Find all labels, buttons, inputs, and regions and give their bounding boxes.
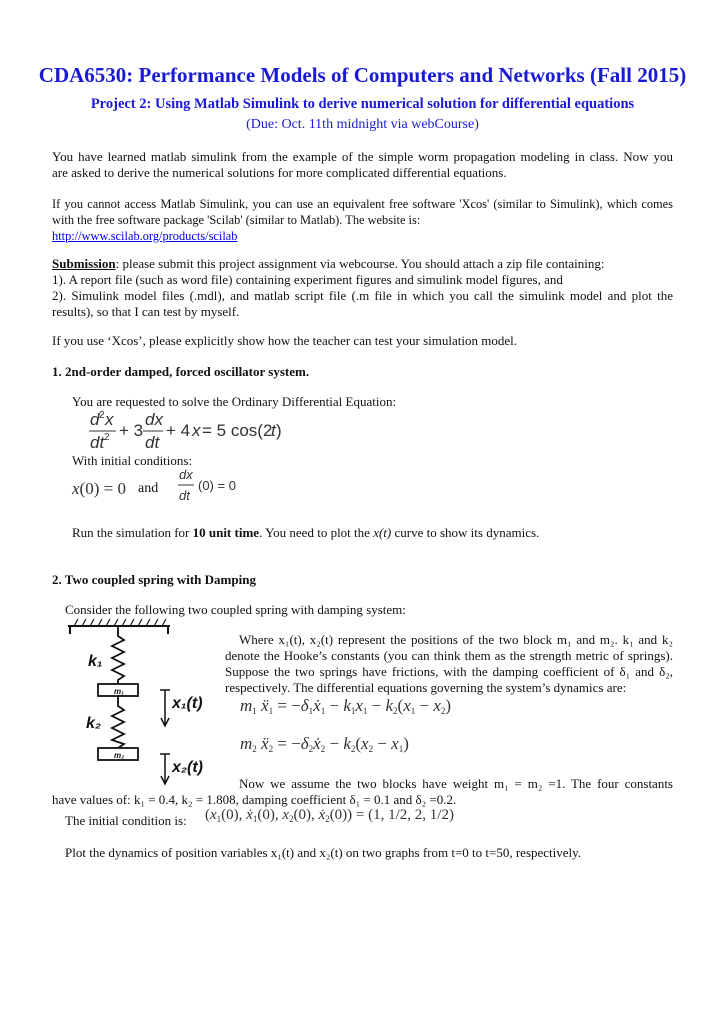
- assume-line-2: have values of: k₁ = 0.4, k₂ = 1.808, damping coefficient δ₁ = 0.1 and δ₂ =0.2.: [52, 792, 457, 807]
- block-m2-label: m₂: [114, 751, 125, 760]
- submission-line-2: 1). A report file (such as word file) containing experiment figures and simulink model figures, and: [52, 272, 563, 287]
- spring-diagram: [58, 618, 238, 795]
- x2-arrow: [160, 754, 170, 784]
- svg-text:2: 2: [99, 410, 105, 421]
- ode-equation: [86, 408, 296, 459]
- ceiling: [68, 626, 170, 634]
- k1-label: k₁: [88, 653, 103, 670]
- x2-label: x₂(t): [172, 759, 203, 776]
- svg-text:+ 4: + 4: [166, 421, 191, 440]
- svg-text:x: x: [192, 421, 201, 440]
- diff-equation-1: $m_1$ ẍ$_1$ = $-\delta_1ẋ_1 - k_1x_1 - k_2(x_1 - x_2)$: [240, 696, 452, 716]
- plot-instruction: Plot the dynamics of position variables x₁(t) and x₂(t) on two graphs from t=0 to t=50, respectively.: [65, 845, 582, 860]
- x1-arrow: [160, 690, 170, 726]
- svg-text:dx: dx: [145, 410, 163, 429]
- where-line-1: Where x₁(t), x₂(t) represent the positions of the two block m₁ and m₂. k₁ and k₂: [239, 632, 673, 647]
- x1-label: x₁(t): [172, 695, 203, 712]
- run-text-b: . You need to plot the: [259, 525, 374, 540]
- initial-condition-vector: ($x_1(0)$, ẋ$_1$(0), $x_2(0)$, ẋ$_2$(0)) = (1, 1/2, 2, 1/2): [205, 807, 454, 824]
- run-text-a: Run the simulation for: [72, 525, 193, 540]
- svg-text:= 5 cos(2: = 5 cos(2: [202, 421, 273, 440]
- init-condition-x: x(0) = 0: [72, 479, 126, 498]
- spring-1: [112, 626, 124, 684]
- svg-text:dt: dt: [179, 488, 190, 503]
- submission-line-3: 2). Simulink model files (.mdl), and matlab script file (.m file in which you call the simulink model and plot the: [52, 288, 673, 303]
- page-title: CDA6530: Performance Models of Computers and Networks (Fall 2015): [38, 63, 687, 87]
- svg-text:dx: dx: [179, 467, 193, 482]
- where-line-3: Suppose the two springs have frictions, with the damping coefficient of δ₁ and δ₂,: [225, 664, 673, 679]
- svg-text:dt: dt: [90, 433, 105, 452]
- run-instruction: [72, 525, 539, 541]
- where-line-2: denote the Hooke’s constants (you can think them as the strength metric of springs).: [225, 648, 673, 663]
- svg-text:(0) = 0: (0) = 0: [198, 478, 236, 493]
- section-1-heading: 1. 2nd-order damped, forced oscillator system.: [52, 364, 310, 379]
- intro-paragraph: [52, 149, 673, 181]
- run-text-bold: 10 unit time: [192, 525, 260, 540]
- scilab-line-1: If you cannot access Matlab Simulink, you can use an equivalent free software 'Xcos' (similar to Simulink), which comes: [52, 197, 673, 211]
- assume-line-1: Now we assume the two blocks have weight m₁ = m₂ =1. The four constants: [239, 776, 673, 791]
- svg-text:t: t: [271, 421, 276, 440]
- init-and: and: [138, 481, 159, 496]
- block-m1-label: m₁: [114, 687, 124, 696]
- section-2-heading: 2. Two coupled spring with Damping: [52, 572, 256, 587]
- svg-text:d: d: [90, 410, 100, 429]
- due-date: (Due: Oct. 11th midnight via webCourse): [246, 117, 479, 132]
- k2-label: k₂: [86, 715, 101, 732]
- submission-line-4: results), so that I can test by myself.: [52, 304, 240, 319]
- section-2-intro: Consider the following two coupled spring with damping system:: [65, 602, 406, 617]
- init-condition-dx: [176, 466, 246, 511]
- intro-line-1: You have learned matlab simulink from the example of the simple worm propagation modeling in class. Now you: [52, 149, 673, 164]
- svg-text:): ): [276, 421, 282, 440]
- run-text-italic: x(t): [373, 525, 392, 540]
- svg-text:dt: dt: [145, 433, 160, 452]
- svg-text:x: x: [105, 410, 114, 429]
- initial-condition-label: The initial condition is:: [65, 813, 187, 828]
- init-label: With initial conditions:: [72, 453, 193, 468]
- run-text-c: curve to show its dynamics.: [391, 525, 540, 540]
- spring-2: [112, 696, 124, 748]
- svg-text:+ 3: + 3: [119, 421, 144, 440]
- svg-text:2: 2: [104, 432, 110, 443]
- intro-line-2: are asked to derive the numerical solutions for more complicated differential equations.: [52, 165, 507, 180]
- ode-intro: You are requested to solve the Ordinary Differential Equation:: [72, 394, 397, 409]
- page-subtitle: Project 2: Using Matlab Simulink to derive numerical solution for differential equations: [90, 96, 635, 112]
- submission-paragraph: [52, 256, 673, 320]
- xcos-note: If you use ‘Xcos’, please explicitly show how the teacher can test your simulation model.: [52, 333, 517, 348]
- where-line-4: respectively. The differential equations governing the system’s dynamics are:: [225, 680, 627, 695]
- where-paragraph: [225, 632, 673, 696]
- scilab-line-2: with the free software package 'Scilab' (similar to Matlab). The website is:: [52, 213, 421, 227]
- diff-equation-2: $m_2$ ẍ$_2$ = $-\delta_2ẋ_2 - k_2(x_2 - x_1)$: [240, 734, 409, 754]
- scilab-link[interactable]: http://www.scilab.org/products/scilab: [52, 229, 238, 243]
- submission-label: Submission: [52, 256, 116, 271]
- submission-line-1: : please submit this project assignment via webcourse. You should attach a zip file containing:: [115, 256, 605, 271]
- scilab-paragraph: [52, 196, 673, 244]
